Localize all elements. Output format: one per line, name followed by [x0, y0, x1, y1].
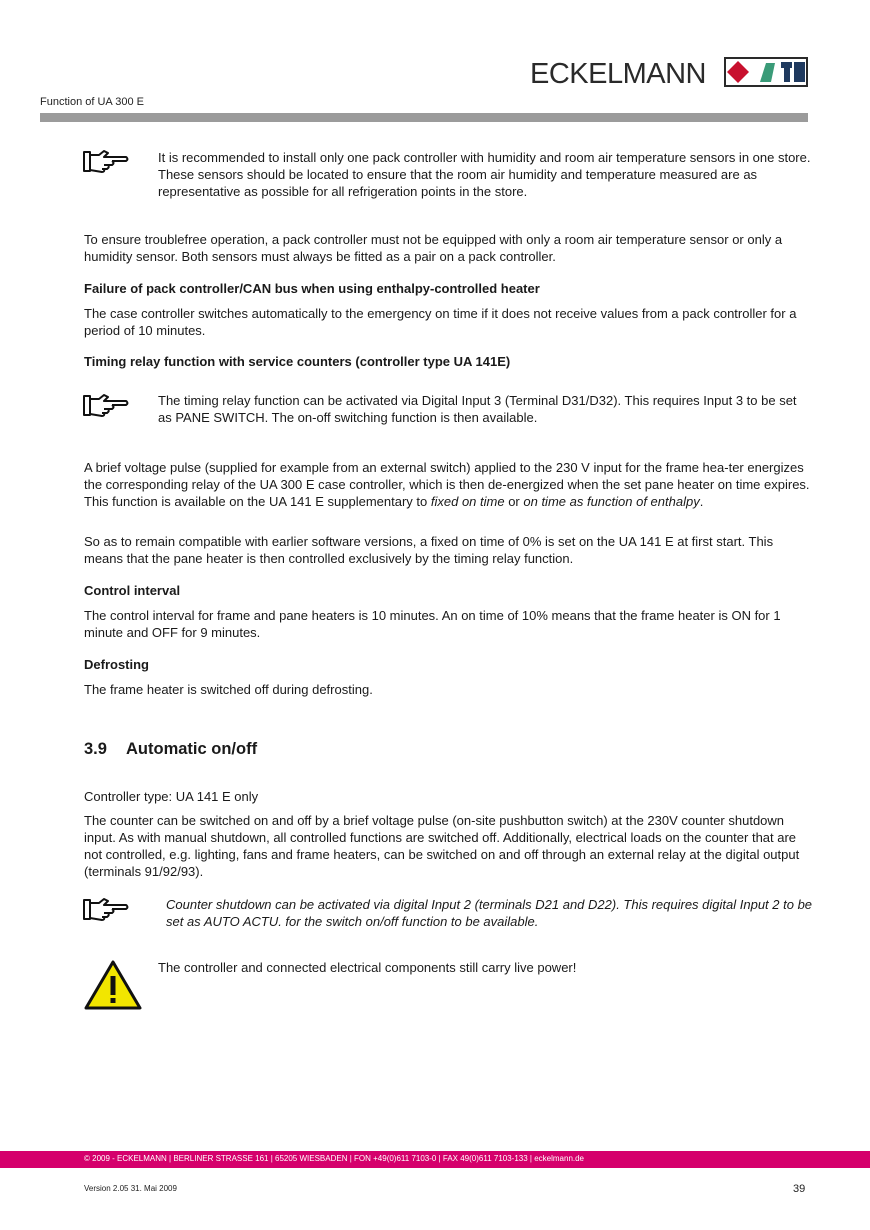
paragraph-text: . — [699, 494, 704, 509]
header-label: Function of UA 300 E — [40, 96, 144, 108]
brand-logo-icon — [724, 57, 808, 87]
footer-address: © 2009 - ECKELMANN | BERLINER STRASSE 161 | 65205 WIESBADEN | FON +49(0)611 7103-0 | FAX 49(0)611 7103-133 | eckelmann.de — [84, 1154, 585, 1163]
paragraph: Controller type: UA 141 E only — [84, 789, 259, 804]
note-text: The timing relay function can be activated via Digital Input 3 (Terminal D31/D32). This requires Input 3 to be set as PANE SWITCH. The on-off switching function is then available. — [158, 393, 797, 425]
subheading: Failure of pack controller/CAN bus when using enthalpy-controlled heater — [84, 281, 540, 296]
page-number: 39 — [793, 1183, 806, 1195]
paragraph: So as to remain compatible with earlier software versions, a fixed on time of 0% is set on the UA 141 E at first start. This means that the pane heater is then controlled exclusively by the timing relay function. — [84, 534, 774, 566]
version-info: Version 2.05 31. Mai 2009 — [84, 1184, 177, 1193]
pointing-hand-icon — [82, 896, 130, 922]
paragraph: The frame heater is switched off during defrosting. — [84, 682, 373, 697]
warning-triangle-icon — [84, 960, 142, 1010]
pointing-hand-icon — [82, 148, 130, 174]
section-number: 3.9 — [84, 740, 107, 758]
subheading: Control interval — [84, 583, 181, 598]
brand-logo-text: ECKELMANN — [530, 58, 706, 90]
paragraph: The case controller switches automatically to the emergency on time if it does not receive values from a pack controller for a period of 10 minutes. — [84, 306, 797, 338]
note-text: It is recommended to install only one pack controller with humidity and room air temperature sensors in one store. These sensors should be located to ensure that the room air humidity and temperature measured are as representative as possible for all refrigeration points in the store. — [158, 150, 811, 199]
paragraph: To ensure troublefree operation, a pack controller must not be equipped with only a room air temperature sensor or only a humidity sensor. Both sensors must always be fitted as a pair on a pack controller. — [84, 232, 783, 264]
paragraph-text: or — [504, 494, 524, 509]
footer-bar — [0, 1151, 870, 1168]
paragraph-text: A brief voltage pulse (supplied for example from an external switch) applied to the 230 V input for the frame hea-ter energizes the corresponding relay of the UA 300 E case controller, which is then de-energized when the set pane heater on time expires. This function is available on the UA 141 E supplementary to — [84, 460, 810, 509]
paragraph: The counter can be switched on and off by a brief voltage pulse (on-site pushbutton switch) at the 230V counter shutdown input. As with manual shutdown, all controlled functions are switched off. Additionally, electrical loads on the counter that are not controlled, e.g. lighting, fans and frame heaters, can be switched on and off through an external relay at the digital output (terminals 91/92/93). — [84, 813, 800, 879]
paragraph: The control interval for frame and pane heaters is 10 minutes. An on time of 10% means that the frame heater is ON for 1 minute and OFF for 9 minutes. — [84, 608, 781, 640]
subheading: Timing relay function with service counters (controller type UA 141E) — [84, 354, 511, 369]
emphasis-text: on time as function of enthalpy — [523, 494, 700, 509]
paragraph — [84, 459, 814, 510]
section-title: Automatic on/off — [126, 740, 258, 758]
note-text: Counter shutdown can be activated via digital Input 2 (terminals D21 and D22). This requires digital Input 2 to be set as AUTO ACTU. for the switch on/off function to be available. — [166, 897, 813, 929]
warning-text: The controller and connected electrical components still carry live power! — [158, 960, 577, 975]
header-rule — [40, 113, 808, 122]
emphasis-text: fixed on time — [430, 494, 505, 509]
subheading: Defrosting — [84, 657, 149, 672]
pointing-hand-icon — [82, 392, 130, 418]
